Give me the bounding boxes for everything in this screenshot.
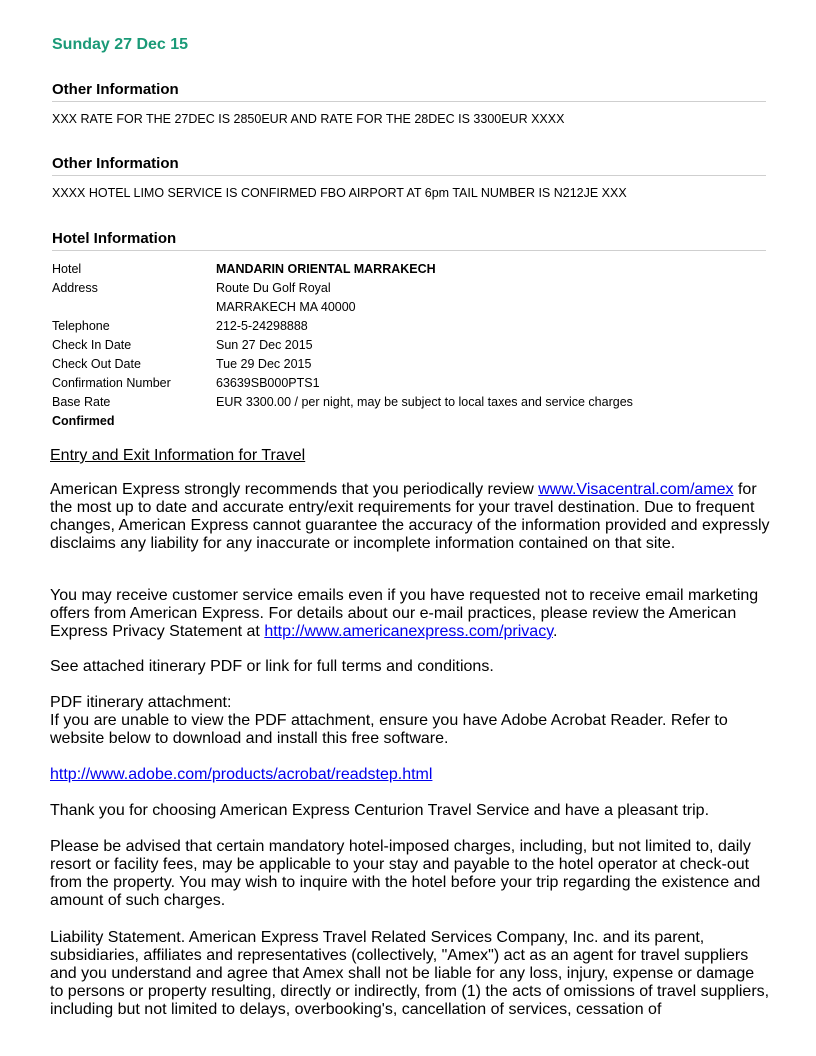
thank-you-text: Thank you for choosing American Express Centurion Travel Service and have a pleasant trip. — [50, 802, 710, 819]
text-segment: You may receive customer service emails even if you have requested not to receive email marketing offers from American Express. For details about our e-mail practices, please review the American Express Privacy Statement at — [50, 587, 759, 640]
attached-note-paragraph — [50, 658, 770, 676]
hotel-details-table — [52, 260, 633, 412]
email-practices-text — [50, 587, 770, 641]
table-row — [52, 260, 633, 279]
pdf-paragraph — [50, 694, 770, 748]
text-segment: American Express strongly recommends that you periodically review — [50, 481, 539, 498]
other-information-text: XXX RATE FOR THE 27DEC IS 2850EUR AND RATE FOR THE 28DEC IS 3300EUR XXXX — [52, 112, 565, 126]
hotel-name: MANDARIN ORIENTAL MARRAKECH — [216, 262, 436, 276]
row-label: Confirmation Number — [52, 376, 171, 390]
table-row — [52, 393, 633, 412]
adobe-reader-link[interactable]: http://www.adobe.com/products/acrobat/readstep.html — [50, 766, 433, 783]
section-title: Hotel Information — [52, 230, 766, 251]
row-label: Check In Date — [52, 338, 132, 352]
section-title: Other Information — [52, 155, 766, 176]
visacentral-link[interactable]: www.Visacentral.com/amex — [538, 481, 734, 498]
other-information-section-2 — [52, 155, 766, 201]
table-row — [52, 355, 633, 374]
entry-exit-title — [50, 447, 770, 465]
row-label: Base Rate — [52, 395, 111, 409]
other-information-text: XXXX HOTEL LIMO SERVICE IS CONFIRMED FBO AIRPORT AT 6pm TAIL NUMBER IS N212JE XXX — [52, 186, 627, 200]
row-value: Sun 27 Dec 2015 — [216, 338, 313, 352]
entry-exit-text — [50, 481, 770, 553]
liability-paragraph — [50, 929, 770, 1019]
row-label: Hotel — [52, 262, 82, 276]
booking-status: Confirmed — [52, 414, 115, 428]
entry-exit-heading: Entry and Exit Information for Travel — [50, 447, 306, 464]
row-label: Telephone — [52, 319, 110, 333]
row-label: Address — [52, 281, 98, 295]
hotel-information-section — [52, 230, 766, 431]
row-label: Check Out Date — [52, 357, 141, 371]
row-value: 63639SB000PTS1 — [216, 376, 320, 390]
text-segment: . — [553, 623, 558, 640]
adobe-link-paragraph — [50, 766, 770, 784]
row-value: Tue 29 Dec 2015 — [216, 357, 312, 371]
table-row — [52, 336, 633, 355]
table-row — [52, 317, 633, 336]
liability-text: Liability Statement. American Express Travel Related Services Company, Inc. and its parent, subsidiaries, affiliates and representatives (collectively, "Amex") act as an agent for travel suppliers and you understand and agree that Amex shall not be liable for any loss, injury, expense or damage to persons or property resulting, directly or indirectly, from (1) the acts of omissions of travel suppliers, including but not limited to delays, overbooking's, cancellation of services, cessation of — [50, 929, 770, 1018]
table-row — [52, 298, 633, 317]
table-row — [52, 279, 633, 298]
section-title: Other Information — [52, 81, 766, 102]
charges-paragraph — [50, 838, 770, 910]
date-heading: Sunday 27 Dec 15 — [52, 36, 189, 53]
row-value: 212-5-24298888 — [216, 319, 308, 333]
row-value: EUR 3300.00 / per night, may be subject to local taxes and service charges — [216, 395, 633, 409]
pdf-instructions: If you are unable to view the PDF attachment, ensure you have Adobe Acrobat Reader. Refer to website below to download and install this free software. — [50, 712, 728, 747]
row-value: MARRAKECH MA 40000 — [216, 300, 356, 314]
thank-you-paragraph — [50, 802, 770, 820]
row-value: Route Du Golf Royal — [216, 281, 331, 295]
row-label — [52, 298, 216, 317]
entry-exit-paragraph — [50, 481, 770, 553]
pdf-heading: PDF itinerary attachment: — [50, 694, 232, 711]
privacy-statement-link[interactable]: http://www.americanexpress.com/privacy — [264, 623, 553, 640]
charges-text: Please be advised that certain mandatory hotel-imposed charges, including, but not limited to, daily resort or facility fees, may be applicable to your stay and payable to the hotel operator at check-out from the property. You may wish to inquire with the hotel before your trip regarding the existence and amount of such charges. — [50, 838, 761, 909]
other-information-section-1 — [52, 81, 766, 127]
table-row — [52, 374, 633, 393]
email-paragraph — [50, 587, 770, 641]
attached-note-text: See attached itinerary PDF or link for full terms and conditions. — [50, 658, 494, 675]
text-segment: for the most up to date and accurate entry/exit requirements for your travel destination. Due to frequent changes, American Express cannot guarantee the accuracy of the information provided and expressly disclaims any liability for any inaccurate or incomplete information contained on that site. — [50, 481, 770, 552]
